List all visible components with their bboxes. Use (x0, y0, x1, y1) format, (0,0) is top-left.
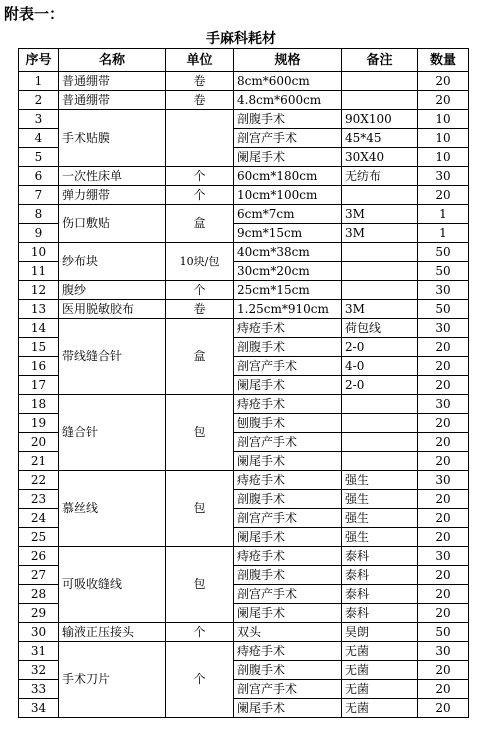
cell-name: 可吸收缝线 (59, 547, 166, 623)
cell-note: 昊朗 (342, 623, 418, 642)
cell-note (342, 262, 418, 281)
cell-no: 33 (19, 680, 59, 699)
cell-note: 无菌 (342, 661, 418, 680)
cell-qty: 30 (418, 547, 469, 566)
cell-qty: 20 (418, 357, 469, 376)
cell-spec: 剖宫产手术 (234, 680, 342, 699)
cell-qty: 20 (418, 338, 469, 357)
cell-no: 27 (19, 566, 59, 585)
cell-name: 普通绷带 (59, 72, 166, 91)
cell-note: 无纺布 (342, 167, 418, 186)
cell-no: 31 (19, 642, 59, 661)
cell-name: 普通绷带 (59, 91, 166, 110)
cell-note: 无菌 (342, 699, 418, 718)
cell-note: 强生 (342, 509, 418, 528)
cell-no: 5 (19, 148, 59, 167)
cell-spec: 阑尾手术 (234, 604, 342, 623)
cell-note: 强生 (342, 471, 418, 490)
cell-note: 泰科 (342, 604, 418, 623)
cell-name: 带线缝合针 (59, 319, 166, 395)
cell-name: 纱布块 (59, 243, 166, 281)
cell-note: 无菌 (342, 642, 418, 661)
table-row (19, 395, 469, 414)
cell-spec: 阑尾手术 (234, 452, 342, 471)
cell-note: 无菌 (342, 680, 418, 699)
cell-no: 26 (19, 547, 59, 566)
cell-spec: 8cm*600cm (234, 72, 342, 91)
cell-no: 28 (19, 585, 59, 604)
cell-spec: 剖腹手术 (234, 566, 342, 585)
cell-qty: 20 (418, 414, 469, 433)
cell-spec: 30cm*20cm (234, 262, 342, 281)
cell-note: 4-0 (342, 357, 418, 376)
cell-note (342, 433, 418, 452)
cell-qty: 10 (418, 148, 469, 167)
cell-spec: 1.25cm*910cm (234, 300, 342, 319)
cell-spec: 6cm*7cm (234, 205, 342, 224)
cell-spec: 痔疮手术 (234, 319, 342, 338)
cell-name: 手术贴膜 (59, 110, 166, 167)
cell-no: 11 (19, 262, 59, 281)
table-row (19, 72, 469, 91)
cell-note (342, 414, 418, 433)
cell-spec: 剖宫产手术 (234, 357, 342, 376)
cell-qty: 10 (418, 110, 469, 129)
cell-qty: 30 (418, 167, 469, 186)
table-row (19, 642, 469, 661)
cell-qty: 50 (418, 300, 469, 319)
cell-no: 34 (19, 699, 59, 718)
cell-note: 荷包线 (342, 319, 418, 338)
cell-note: 45*45 (342, 129, 418, 148)
cell-qty: 20 (418, 528, 469, 547)
cell-spec: 40cm*38cm (234, 243, 342, 262)
cell-spec: 痔疮手术 (234, 547, 342, 566)
cell-spec: 阑尾手术 (234, 148, 342, 167)
header-spec: 规格 (234, 49, 342, 72)
cell-qty: 30 (418, 471, 469, 490)
cell-spec: 剖宫产手术 (234, 129, 342, 148)
cell-note (342, 91, 418, 110)
cell-qty: 10 (418, 129, 469, 148)
cell-qty: 20 (418, 186, 469, 205)
cell-note: 90X100 (342, 110, 418, 129)
cell-qty: 20 (418, 490, 469, 509)
cell-note (342, 243, 418, 262)
cell-unit: 个 (166, 186, 234, 205)
cell-unit: 个 (166, 167, 234, 186)
cell-no: 10 (19, 243, 59, 262)
cell-spec: 痔疮手术 (234, 471, 342, 490)
cell-no: 7 (19, 186, 59, 205)
table-row (19, 547, 469, 566)
cell-no: 17 (19, 376, 59, 395)
cell-note (342, 186, 418, 205)
cell-no: 16 (19, 357, 59, 376)
cell-qty: 30 (418, 395, 469, 414)
table-row (19, 300, 469, 319)
cell-note (342, 452, 418, 471)
table-row (19, 186, 469, 205)
cell-qty: 20 (418, 433, 469, 452)
header-no: 序号 (19, 49, 59, 72)
cell-note: 2-0 (342, 376, 418, 395)
cell-no: 1 (19, 72, 59, 91)
cell-qty: 30 (418, 319, 469, 338)
table-row (19, 243, 469, 262)
table-title: 手麻科耗材 (206, 31, 276, 47)
cell-unit: 盒 (166, 319, 234, 395)
cell-note (342, 395, 418, 414)
cell-qty: 1 (418, 205, 469, 224)
cell-note: 2-0 (342, 338, 418, 357)
cell-unit: 卷 (166, 300, 234, 319)
cell-no: 3 (19, 110, 59, 129)
cell-spec: 刨腹手术 (234, 414, 342, 433)
cell-qty: 20 (418, 376, 469, 395)
cell-unit: 包 (166, 395, 234, 471)
cell-note: 3M (342, 300, 418, 319)
cell-name: 手术刀片 (59, 642, 166, 718)
cell-spec: 痔疮手术 (234, 642, 342, 661)
table-row (19, 205, 469, 224)
cell-name: 输液正压接头 (59, 623, 166, 642)
cell-spec: 剖腹手术 (234, 490, 342, 509)
cell-name: 医用脱敏胶布 (59, 300, 166, 319)
cell-qty: 30 (418, 281, 469, 300)
cell-no: 9 (19, 224, 59, 243)
cell-qty: 20 (418, 91, 469, 110)
cell-qty: 50 (418, 623, 469, 642)
cell-spec: 剖腹手术 (234, 661, 342, 680)
cell-qty: 20 (418, 509, 469, 528)
cell-no: 4 (19, 129, 59, 148)
cell-no: 2 (19, 91, 59, 110)
cell-spec: 阑尾手术 (234, 376, 342, 395)
cell-spec: 剖腹手术 (234, 110, 342, 129)
appendix-label: 附表一： (4, 5, 65, 23)
cell-spec: 阑尾手术 (234, 528, 342, 547)
cell-spec: 双头 (234, 623, 342, 642)
header-note: 备注 (342, 49, 418, 72)
table-row (19, 471, 469, 490)
cell-qty: 20 (418, 566, 469, 585)
cell-note: 30X40 (342, 148, 418, 167)
cell-unit: 包 (166, 547, 234, 623)
cell-no: 6 (19, 167, 59, 186)
cell-spec: 痔疮手术 (234, 395, 342, 414)
table-row (19, 167, 469, 186)
table-row (19, 319, 469, 338)
cell-spec: 剖腹手术 (234, 338, 342, 357)
cell-spec: 剖宫产手术 (234, 509, 342, 528)
cell-no: 15 (19, 338, 59, 357)
cell-note: 泰科 (342, 585, 418, 604)
cell-spec: 4.8cm*600cm (234, 91, 342, 110)
cell-qty: 20 (418, 604, 469, 623)
cell-no: 19 (19, 414, 59, 433)
cell-qty: 20 (418, 452, 469, 471)
cell-no: 30 (19, 623, 59, 642)
cell-no: 20 (19, 433, 59, 452)
cell-note (342, 72, 418, 91)
cell-no: 13 (19, 300, 59, 319)
table-row (19, 623, 469, 642)
cell-name: 弹力绷带 (59, 186, 166, 205)
cell-unit: 盒 (166, 205, 234, 243)
cell-unit: 个 (166, 642, 234, 718)
cell-no: 29 (19, 604, 59, 623)
cell-name: 腹纱 (59, 281, 166, 300)
cell-unit: 包 (166, 471, 234, 547)
header-qty: 数量 (418, 49, 469, 72)
cell-spec: 9cm*15cm (234, 224, 342, 243)
cell-spec: 60cm*180cm (234, 167, 342, 186)
cell-unit: 卷 (166, 72, 234, 91)
header-name: 名称 (59, 49, 166, 72)
cell-spec: 剖宫产手术 (234, 433, 342, 452)
consumables-table (18, 48, 469, 718)
cell-note (342, 281, 418, 300)
cell-qty: 30 (418, 642, 469, 661)
cell-qty: 20 (418, 72, 469, 91)
cell-spec: 剖宫产手术 (234, 585, 342, 604)
cell-unit: 个 (166, 281, 234, 300)
cell-spec: 10cm*100cm (234, 186, 342, 205)
cell-note: 强生 (342, 528, 418, 547)
cell-no: 18 (19, 395, 59, 414)
cell-qty: 20 (418, 699, 469, 718)
cell-qty: 20 (418, 680, 469, 699)
table-row (19, 281, 469, 300)
cell-no: 14 (19, 319, 59, 338)
cell-name: 伤口敷贴 (59, 205, 166, 243)
cell-no: 8 (19, 205, 59, 224)
cell-note: 泰科 (342, 566, 418, 585)
cell-qty: 50 (418, 262, 469, 281)
cell-name: 慕丝线 (59, 471, 166, 547)
cell-unit (166, 110, 234, 167)
cell-no: 32 (19, 661, 59, 680)
cell-no: 25 (19, 528, 59, 547)
cell-qty: 1 (418, 224, 469, 243)
table-row (19, 91, 469, 110)
cell-name: 缝合针 (59, 395, 166, 471)
cell-name: 一次性床单 (59, 167, 166, 186)
cell-spec: 阑尾手术 (234, 699, 342, 718)
cell-unit: 卷 (166, 91, 234, 110)
cell-note: 强生 (342, 490, 418, 509)
cell-no: 21 (19, 452, 59, 471)
table-header-row (19, 49, 469, 72)
cell-unit: 个 (166, 623, 234, 642)
table-row (19, 110, 469, 129)
header-unit: 单位 (166, 49, 234, 72)
cell-no: 12 (19, 281, 59, 300)
cell-note: 泰科 (342, 547, 418, 566)
cell-no: 23 (19, 490, 59, 509)
cell-qty: 20 (418, 585, 469, 604)
cell-note: 3M (342, 205, 418, 224)
cell-qty: 20 (418, 661, 469, 680)
cell-note: 3M (342, 224, 418, 243)
cell-spec: 25cm*15cm (234, 281, 342, 300)
cell-unit: 10块/包 (166, 243, 234, 281)
cell-qty: 50 (418, 243, 469, 262)
cell-no: 22 (19, 471, 59, 490)
cell-no: 24 (19, 509, 59, 528)
